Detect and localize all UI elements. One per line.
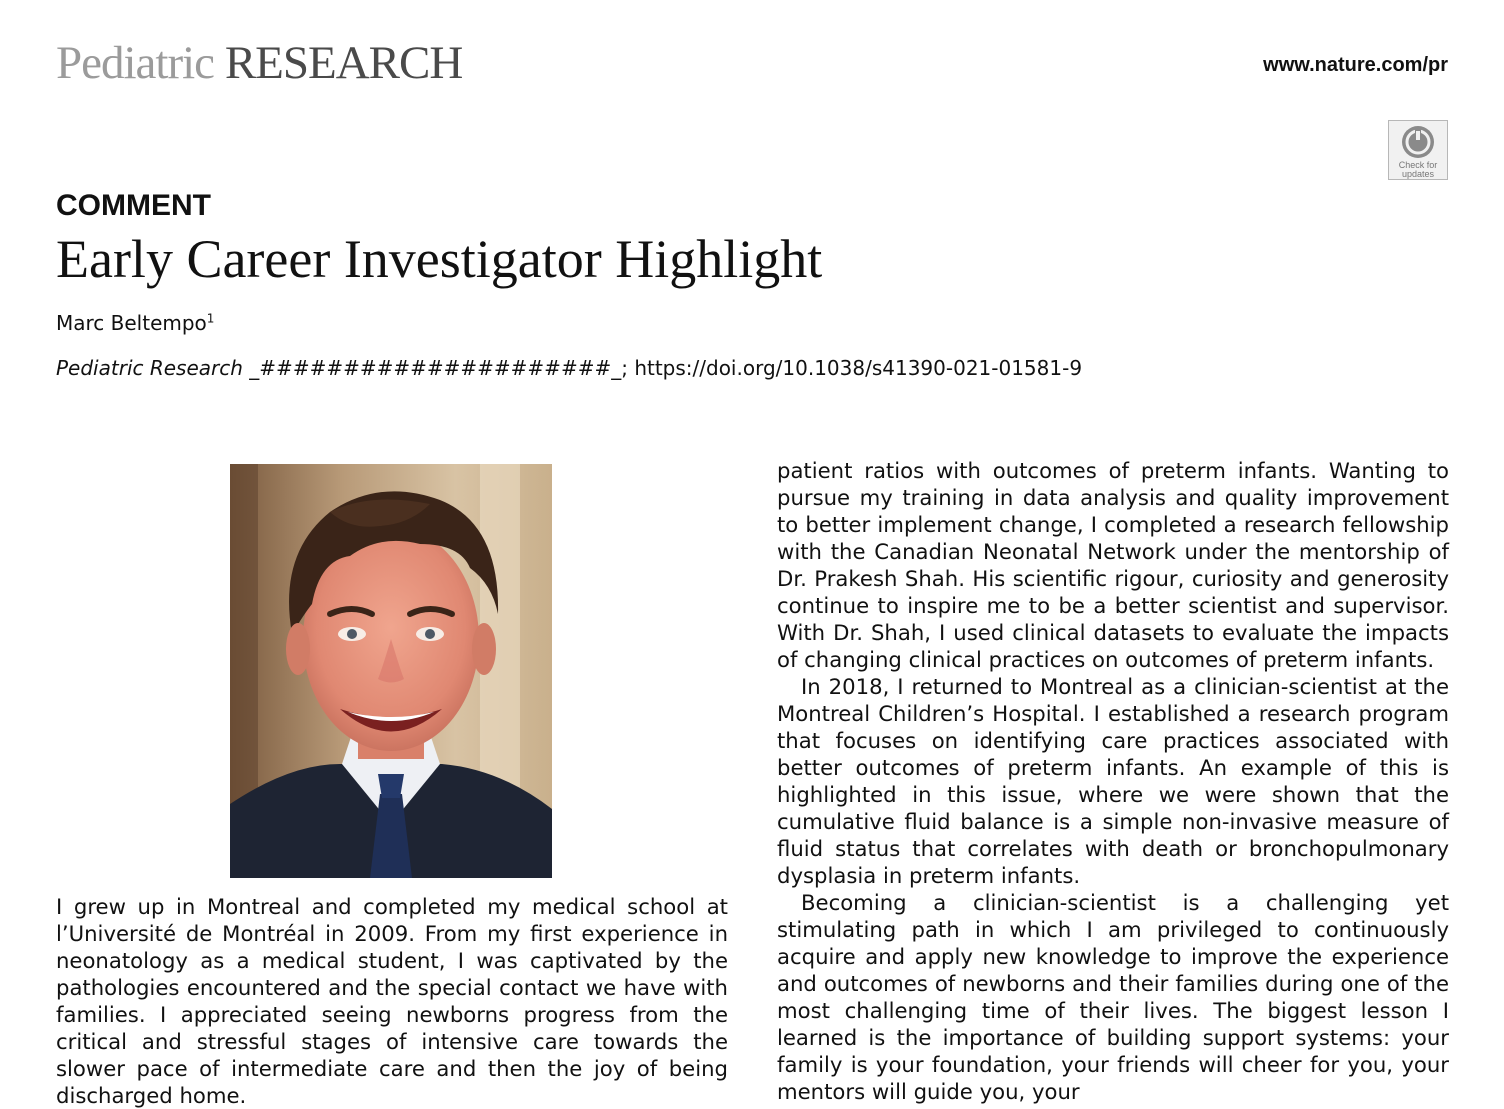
body-column-left bbox=[56, 893, 728, 1109]
journal-website-link[interactable]: www.nature.com/pr bbox=[1263, 54, 1448, 76]
author-photo bbox=[230, 464, 552, 878]
body-paragraph: patient ratios with outcomes of preterm infants. Wanting to pursue my training in data analysis and quality improvement to better implement change, I completed a research fellowship with the Canadian Neonatal Network under the mentorship of Dr. Prakesh Shah. His scientific rigour, curiosity and generosity continue to inspire me to be a better scientist and supervisor. With Dr. Shah, I used clinical datasets to evaluate the impacts of changing clinical practices on outcomes of preterm infants. bbox=[777, 458, 1449, 672]
author-line bbox=[56, 311, 214, 335]
citation-line bbox=[56, 356, 1082, 380]
body-paragraph: In 2018, I returned to Montreal as a clinician-scientist at the Montreal Children’s Hospital. I established a research program that focuses on identifying care practices associated with better outcomes of preterm infants. An example of this is highlighted in this issue, where we were shown that the cumulative fluid balance is a simple non-invasive measure of fluid status that correlates with death or bronchopulmonary dysplasia in preterm infants. bbox=[777, 674, 1449, 888]
journal-name-part2: RESEARCH bbox=[224, 37, 463, 89]
citation-placeholder: _#####################_; bbox=[249, 356, 628, 380]
update-check-icon bbox=[1400, 124, 1436, 160]
check-for-updates-button[interactable] bbox=[1388, 120, 1448, 180]
badge-label: Check for updates bbox=[1398, 160, 1438, 179]
journal-logo bbox=[56, 36, 462, 90]
author-name[interactable]: Marc Beltempo bbox=[56, 311, 207, 335]
journal-name-part1: Pediatric bbox=[56, 37, 215, 89]
body-paragraph: Becoming a clinician-scientist is a challenging yet stimulating path in which I am privileged to continuously acquire and apply new knowledge to improve the experience and outcomes of newborns and their families during one of the most challenging time of their lives. The biggest lesson I learned is the importance of building support systems: your family is your foundation, your friends will cheer for you, your mentors will guide you, your bbox=[777, 890, 1449, 1104]
doi-link[interactable]: https://doi.org/10.1038/s41390-021-01581-9 bbox=[634, 356, 1083, 380]
body-paragraph: I grew up in Montreal and completed my medical school at l’Université de Montréal in 2009. From my first experience in neonatology as a medical student, I was captivated by the pathologies encountered and the special contact we have with families. I appreciated seeing newborns progress from the critical and stressful stages of intensive care towards the slower pace of intermediate care and then the joy of being discharged home. bbox=[56, 894, 728, 1108]
affiliation-marker[interactable]: 1 bbox=[206, 311, 215, 326]
body-column-right bbox=[777, 457, 1449, 1105]
article-title: Early Career Investigator Highlight bbox=[56, 229, 823, 289]
article-type: COMMENT bbox=[56, 189, 211, 222]
citation-journal: Pediatric Research bbox=[56, 356, 243, 380]
